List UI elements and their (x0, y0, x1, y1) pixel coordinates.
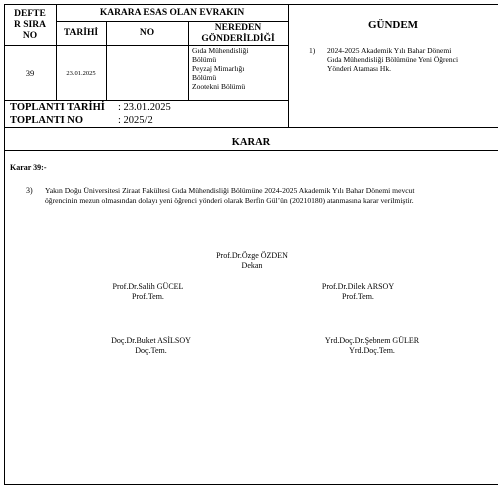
sig4-title: Yrd.Doç.Tem. (349, 346, 395, 355)
karar-label: Karar 39:- (10, 163, 47, 172)
gundem-header: GÜNDEM (367, 19, 419, 31)
nereden-line-2: GÖNDERİLDİĞİ (201, 34, 275, 44)
gundem-text (327, 46, 497, 73)
defter-line-2: R SIRA (14, 20, 46, 30)
signature-prof-1 (90, 282, 206, 302)
toplanti-tarihi-label: TOPLANTI TARİHİ (10, 102, 105, 113)
gundem-line-3: Yönderi Ataması Hk. (327, 64, 391, 73)
karar-title-bottom-line (4, 150, 498, 151)
dekan-title: Dekan (241, 261, 263, 270)
sig2-title: Prof.Tem. (342, 292, 374, 301)
row-bottom-line (4, 100, 288, 101)
nereden-item-3: Peyzaj Mimarlığı (192, 64, 245, 73)
row-tarih: 23.01.2025 (66, 70, 96, 77)
signature-prof-2 (300, 282, 416, 302)
signature-dekan (190, 251, 314, 271)
karar-title: KARAR (231, 137, 271, 148)
karar-line-2: öğrencinin mezun olmasından dolayı yeni öğrenci yönderi olarak Berfin Gül’ün (20210180) atanmasına karar verilmiştir. (45, 196, 414, 205)
karar-item-number: 3) (26, 186, 33, 195)
sig3-title: Doç.Tem. (135, 346, 167, 355)
no-header: NO (139, 28, 155, 38)
page-bottom-line (4, 484, 498, 485)
toplanti-tarihi-value: : 23.01.2025 (118, 102, 171, 113)
table-top-border (4, 4, 498, 5)
signature-doc-1 (88, 336, 214, 356)
gundem-line-1: 2024-2025 Akademik Yılı Bahar Dönemi (327, 46, 452, 55)
sig2-name: Prof.Dr.Dilek ARSOY (321, 282, 395, 291)
sig4-name: Yrd.Doç.Dr.Şebnem GÜLER (324, 336, 420, 345)
gundem-line-2: Gıda Mühendisliği Bölümüne Yeni Öğrenci (327, 55, 459, 64)
nereden-line-1: NEREDEN (214, 23, 262, 33)
tarihi-header: TARİHİ (63, 28, 99, 38)
nereden-header (188, 23, 288, 45)
defter-line-1: DEFTE (14, 9, 46, 19)
gundem-number: 1) (309, 46, 316, 55)
defter-sira-no-header (4, 9, 56, 42)
signature-doc-2 (302, 336, 442, 356)
dekan-name: Prof.Dr.Özge ÖZDEN (216, 251, 288, 260)
toplanti-no-value: : 2025/2 (118, 115, 153, 126)
karara-esas-header: KARARA ESAS OLAN EVRAKIN (99, 8, 245, 18)
header-subrow-line (56, 21, 288, 22)
nereden-item-1: Gıda Mühendisliği (192, 46, 249, 55)
sig1-name: Prof.Dr.Salih GÜCEL (112, 282, 184, 291)
nereden-item-5: Zootekni Bölümü (192, 82, 246, 91)
nereden-item-2: Bölümü (192, 55, 217, 64)
meeting-bottom-line (4, 127, 498, 128)
row-sira: 39 (25, 68, 35, 78)
nereden-item-4: Bölümü (192, 73, 217, 82)
defter-line-3: NO (22, 31, 38, 41)
karar-text (45, 186, 497, 206)
sig3-name: Doç.Dr.Buket ASİLSOY (111, 336, 191, 345)
row-nereden (192, 46, 287, 91)
toplanti-no-label: TOPLANTI NO (10, 115, 84, 126)
karar-line-1: Yakın Doğu Üniversitesi Ziraat Fakültesi Gıda Mühendisliği Bölümüne 2024-2025 Akademik Yılı Bahar Dönemi mevcut (45, 186, 415, 195)
sig1-title: Prof.Tem. (132, 292, 164, 301)
